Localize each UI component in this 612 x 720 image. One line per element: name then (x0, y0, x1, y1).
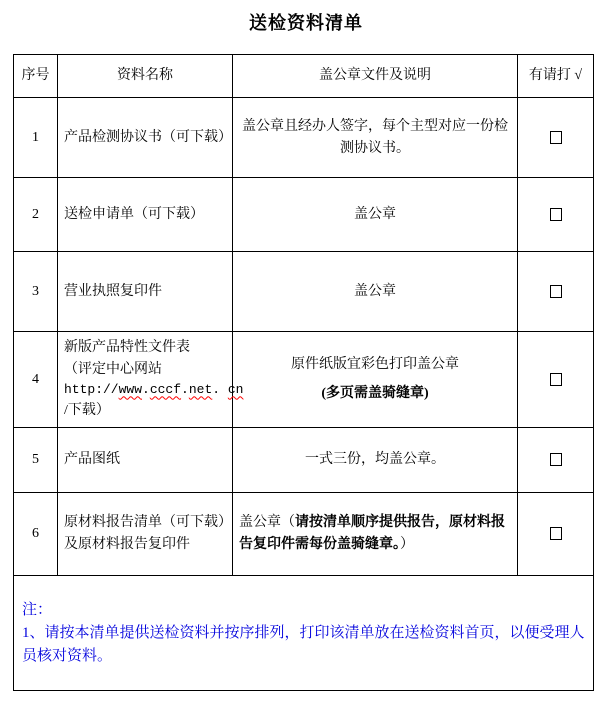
stamp-description-line: 原件纸版宜彩色打印盖公章 (291, 357, 459, 373)
page-title: 送检资料清单 (249, 13, 363, 33)
column-header-material-name: 资料名称 (58, 55, 233, 98)
material-name-line: （评定中心网站 (64, 361, 162, 377)
checkbox-cell[interactable] (518, 428, 594, 493)
material-name-line: 新版产品特性文件表 (64, 339, 190, 355)
stamp-description-bold-segment: 请按清单顺序提供报告，原材料报告复印件需每份盖骑缝章。 (239, 515, 505, 552)
notes-section (14, 576, 594, 691)
column-header-stamp-description: 盖公章文件及说明 (233, 55, 518, 98)
row-number-cell: 6 (14, 493, 58, 576)
note-item-1: 1、请按本清单提供送检资料并按序排列，打印该清单放在送检资料首页，以便受理人员核对资料。 (22, 624, 585, 665)
checkbox-icon[interactable] (550, 131, 562, 144)
checkbox-icon[interactable] (550, 373, 562, 386)
table-row (14, 332, 594, 428)
row-number-cell: 1 (14, 98, 58, 178)
material-name-cell: 送检申请单（可下载） (58, 178, 233, 252)
row-number-cell: 2 (14, 178, 58, 252)
material-name-line: /下载） (64, 403, 110, 419)
column-header-check-mark: 有请打 √ (518, 55, 594, 98)
stamp-description-cell: 一式三份，均盖公章。 (233, 428, 518, 493)
row-number-cell: 5 (14, 428, 58, 493)
checkbox-cell[interactable] (518, 493, 594, 576)
table-row (14, 252, 594, 332)
checkbox-cell[interactable] (518, 252, 594, 332)
checkbox-icon[interactable] (550, 453, 562, 466)
table-row (14, 493, 594, 576)
row-number-cell: 3 (14, 252, 58, 332)
checkbox-icon[interactable] (550, 527, 562, 540)
checkbox-cell[interactable] (518, 98, 594, 178)
checkbox-cell[interactable] (518, 332, 594, 428)
material-name-cell (58, 332, 244, 428)
stamp-description-cell (233, 332, 518, 428)
notes-row (14, 576, 594, 691)
material-name-cell: 产品图纸 (58, 428, 233, 493)
stamp-description-cell: 盖公章 (233, 252, 518, 332)
notes-label: 注： (22, 601, 53, 618)
material-name-cell: 营业执照复印件 (58, 252, 233, 332)
checkbox-cell[interactable] (518, 178, 594, 252)
row-number-cell: 4 (14, 332, 58, 428)
header-row (14, 55, 594, 98)
column-header-number: 序号 (14, 55, 58, 98)
checkbox-icon[interactable] (550, 285, 562, 298)
table-row (14, 178, 594, 252)
stamp-description-bold-line: (多页需盖骑缝章) (321, 386, 429, 401)
stamp-description-cell: 盖公章（请按清单顺序提供报告，原材料报告复印件需每份盖骑缝章。） (233, 493, 518, 576)
checklist-table (13, 54, 594, 691)
table-row (14, 428, 594, 493)
material-name-cell: 产品检测协议书（可下载） (58, 98, 233, 178)
table-row (14, 98, 594, 178)
checkbox-icon[interactable] (550, 208, 562, 221)
stamp-description-cell: 盖公章且经办人签字，每个主型对应一份检测协议书。 (233, 98, 518, 178)
website-url: http://www.cccf.net. cn (64, 382, 244, 398)
stamp-description-cell: 盖公章 (233, 178, 518, 252)
material-name-cell: 原材料报告清单（可下载）及原材料报告复印件 (58, 493, 233, 576)
